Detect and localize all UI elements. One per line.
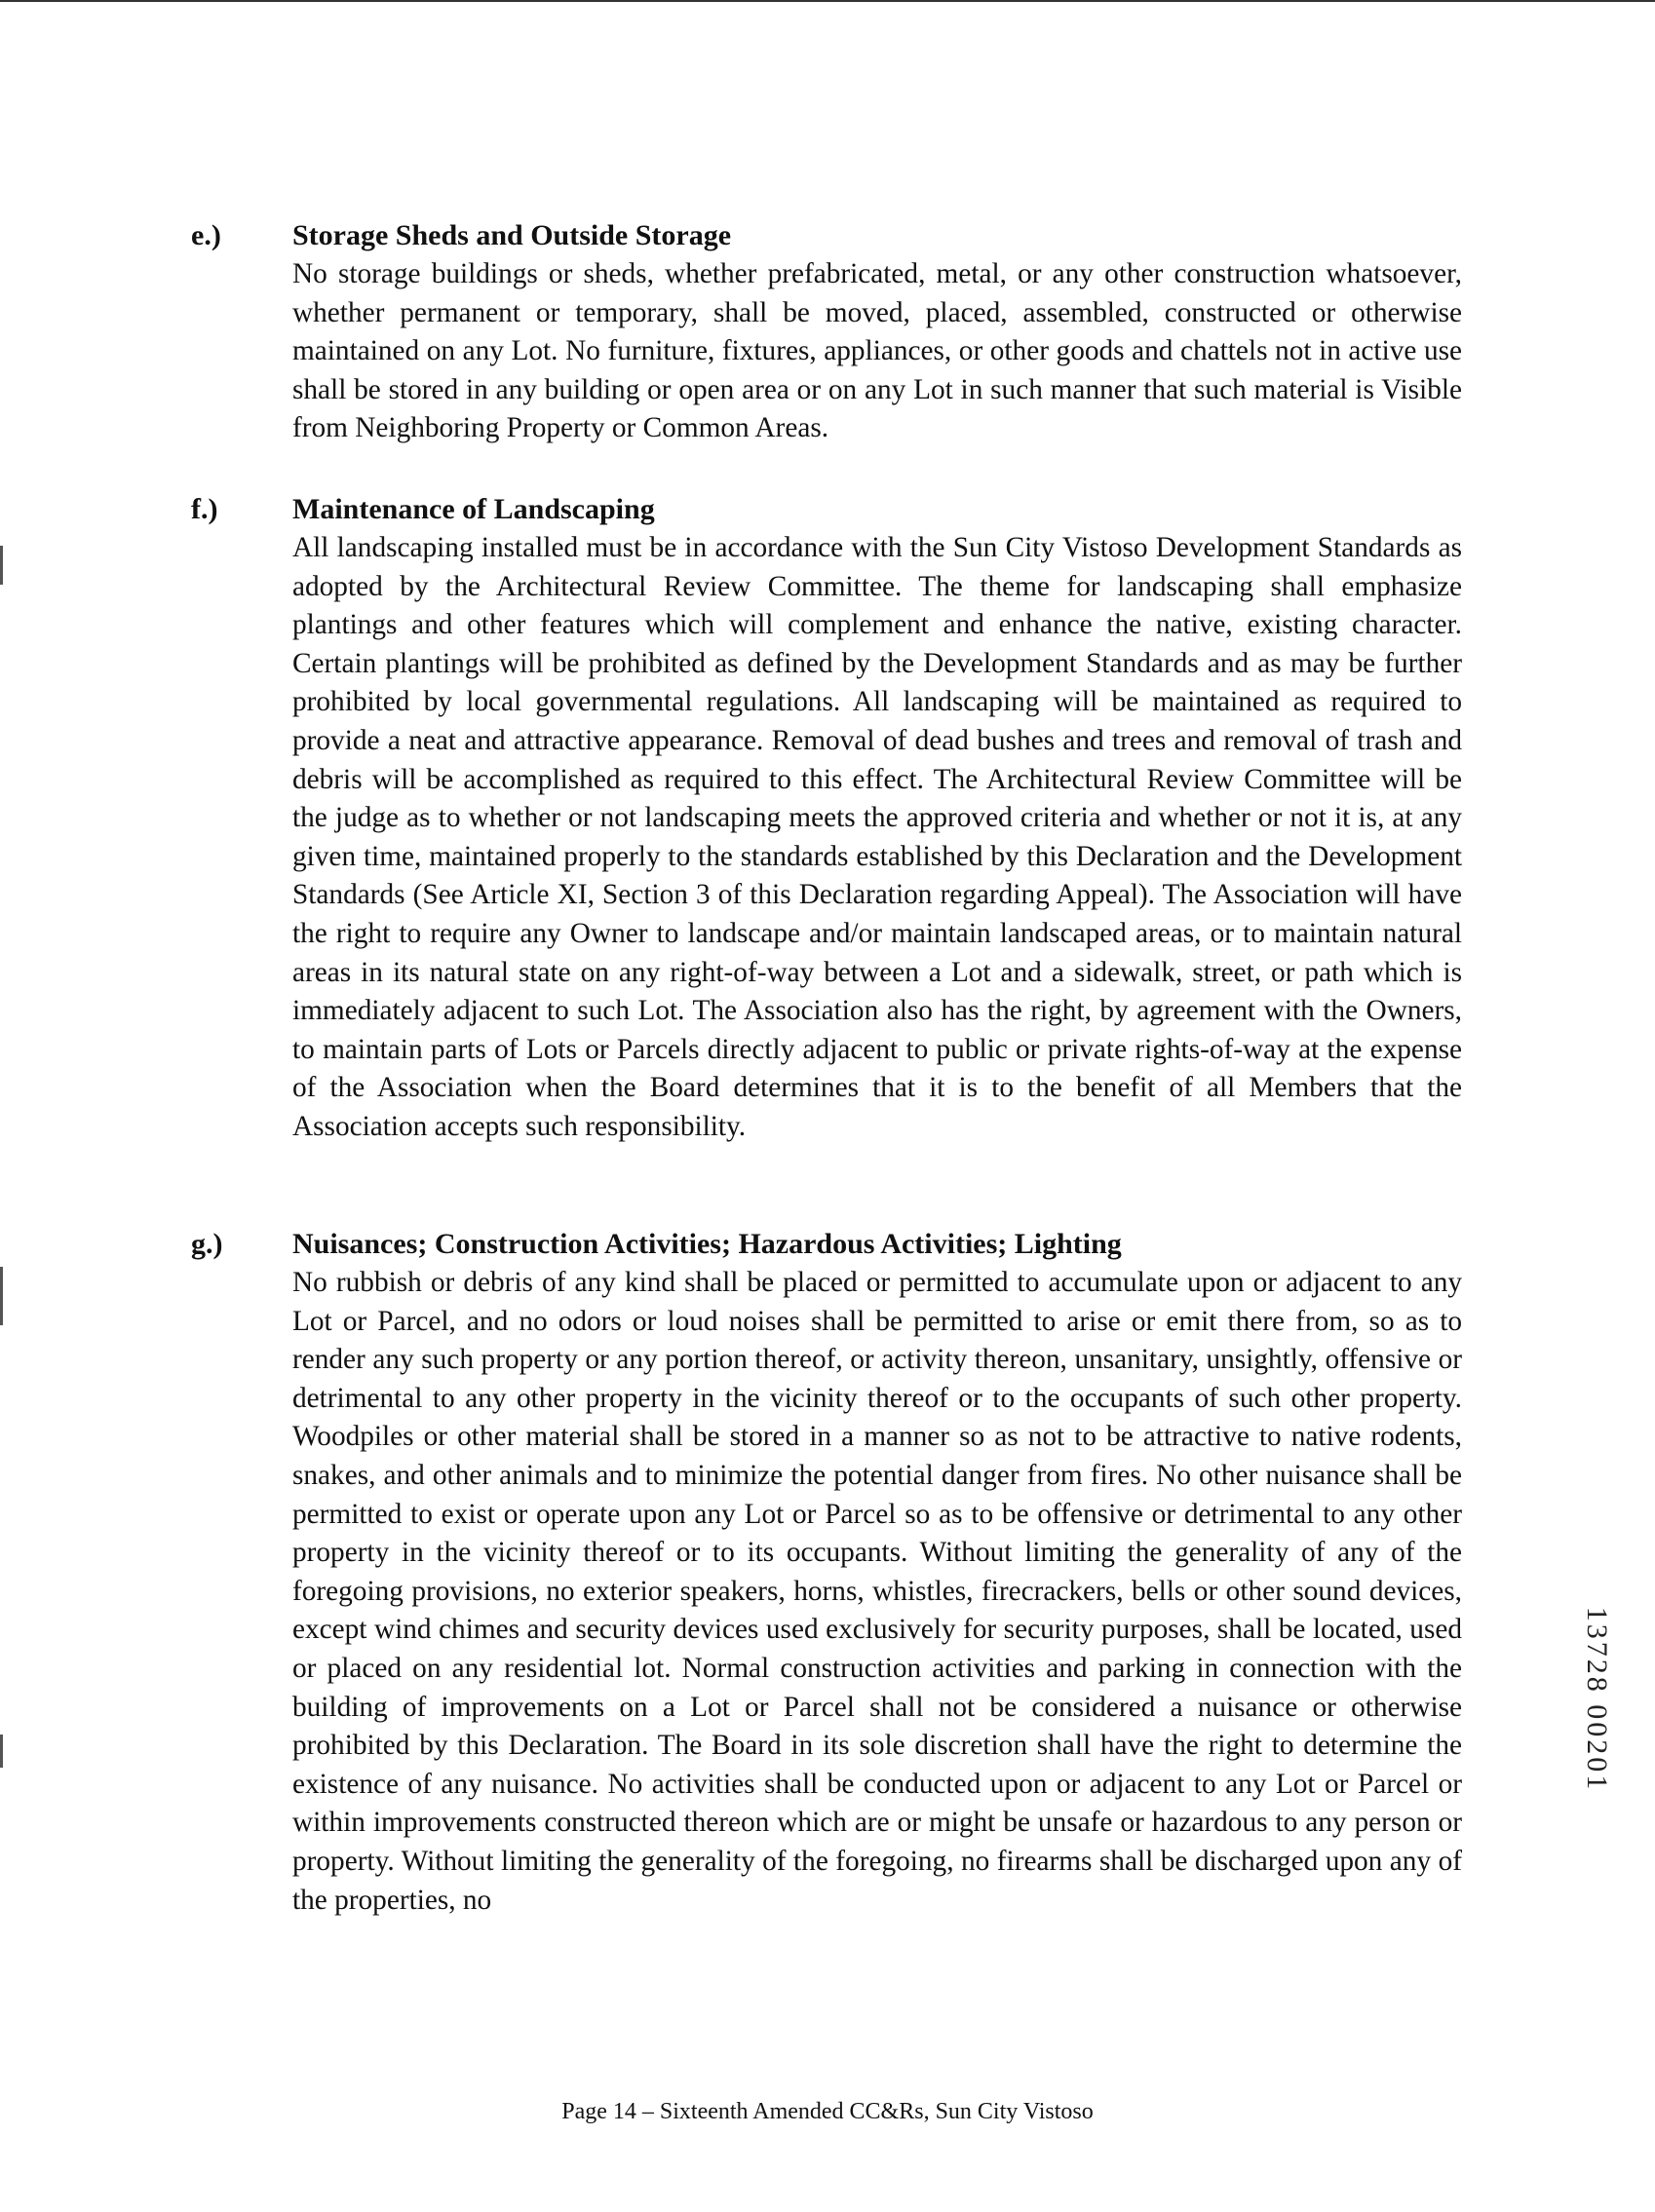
scan-margin-mark xyxy=(0,546,3,585)
section-paragraph: No rubbish or debris of any kind shall be placed or permitted to accumulate upon or adjacent to any Lot or Parcel, and no odors or loud noises shall be permitted to arise or emit there from, so as to render any such property or any portion thereof, or activity thereon, unsanitary, unsightly, offensive or detrimental to any other property in the vicinity thereof or to the occupants of such other property. Woodpiles or other material shall be stored in a manner so as not to be attractive to native rodents, snakes, and other animals and to minimize the potential danger from fires. No other nuisance shall be permitted to exist or operate upon any Lot or Parcel so as to be offensive or detrimental to any other property in the vicinity thereof or to its occupants. Without limiting the generality of any of the foregoing provisions, no exterior speakers, horns, whistles, firecrackers, bells or other sound devices, except wind chimes and security devices used exclusively for security purposes, shall be located, used or placed on any residential lot. Normal construction activities and parking in connection with the building of improvements on a Lot or Parcel shall not be considered a nuisance or otherwise prohibited by this Declaration. The Board in its sole discretion shall have the right to determine the existence of any nuisance. No activities shall be conducted upon or adjacent to any Lot or Parcel or within improvements constructed thereon which are or might be unsafe or hazardous to any person or property. Without limiting the generality of the foregoing, no firearms shall be discharged upon any of the properties, no xyxy=(292,1267,1462,1916)
scan-margin-mark xyxy=(0,1735,3,1768)
recording-stamp-number: 13728 00201 xyxy=(1581,1606,1613,1793)
section-title: Storage Sheds and Outside Storage xyxy=(292,219,732,251)
section-body xyxy=(292,1225,1462,1920)
section-body xyxy=(292,490,1462,1147)
section-body xyxy=(292,216,1462,448)
section-paragraph: No storage buildings or sheds, whether prefabricated, metal, or any other construction whatsoever, whether permanent or temporary, shall be moved, placed, assembled, constructed or otherwise maintained on any Lot. No furniture, fixtures, appliances, or other goods and chattels not in active use shall be stored in any building or open area or on any Lot in such manner that such material is Visible from Neighboring Property or Common Areas. xyxy=(292,258,1462,444)
section-title: Maintenance of Landscaping xyxy=(292,493,655,525)
recording-stamp xyxy=(1577,1563,1616,1836)
section-title: Nuisances; Construction Activities; Hazardous Activities; Lighting xyxy=(292,1228,1122,1260)
section-paragraph: All landscaping installed must be in accordance with the Sun City Vistoso Development Standards as adopted by the Architectural Review Committee. The theme for landscaping shall emphasize plantings and other features which will complement and enhance the native, existing character. Certain plantings will be prohibited as defined by the Development Standards and as may be further prohibited by local governmental regulations. All landscaping will be maintained as required to provide a neat and attractive appearance. Removal of dead bushes and trees and removal of trash and debris will be accomplished as required to this effect. The Architectural Review Committee will be the judge as to whether or not landscaping meets the approved criteria and whether or not it is, at any given time, maintained properly to the standards established by this Declaration and the Development Standards (See Article XI, Section 3 of this Declaration regarding Appeal). The Association will have the right to require any Owner to landscape and/or maintain landscaped areas, or to maintain natural areas in its natural state on any right-of-way between a Lot and a sidewalk, street, or path which is immediately adjacent to such Lot. The Association also has the right, by agreement with the Owners, to maintain parts of Lots or Parcels directly adjacent to public or private rights-of-way at the expense of the Association when the Board determines that it is to the benefit of all Members that the Association accepts such responsibility. xyxy=(292,532,1462,1142)
section-label: f.) xyxy=(191,493,218,525)
scan-margin-mark xyxy=(0,1267,3,1325)
section-label: e.) xyxy=(191,219,221,251)
page-top-edge xyxy=(0,0,1655,2)
page-footer: Page 14 – Sixteenth Amended CC&Rs, Sun City Vistoso xyxy=(561,2099,1094,2124)
section-label: g.) xyxy=(191,1228,223,1260)
